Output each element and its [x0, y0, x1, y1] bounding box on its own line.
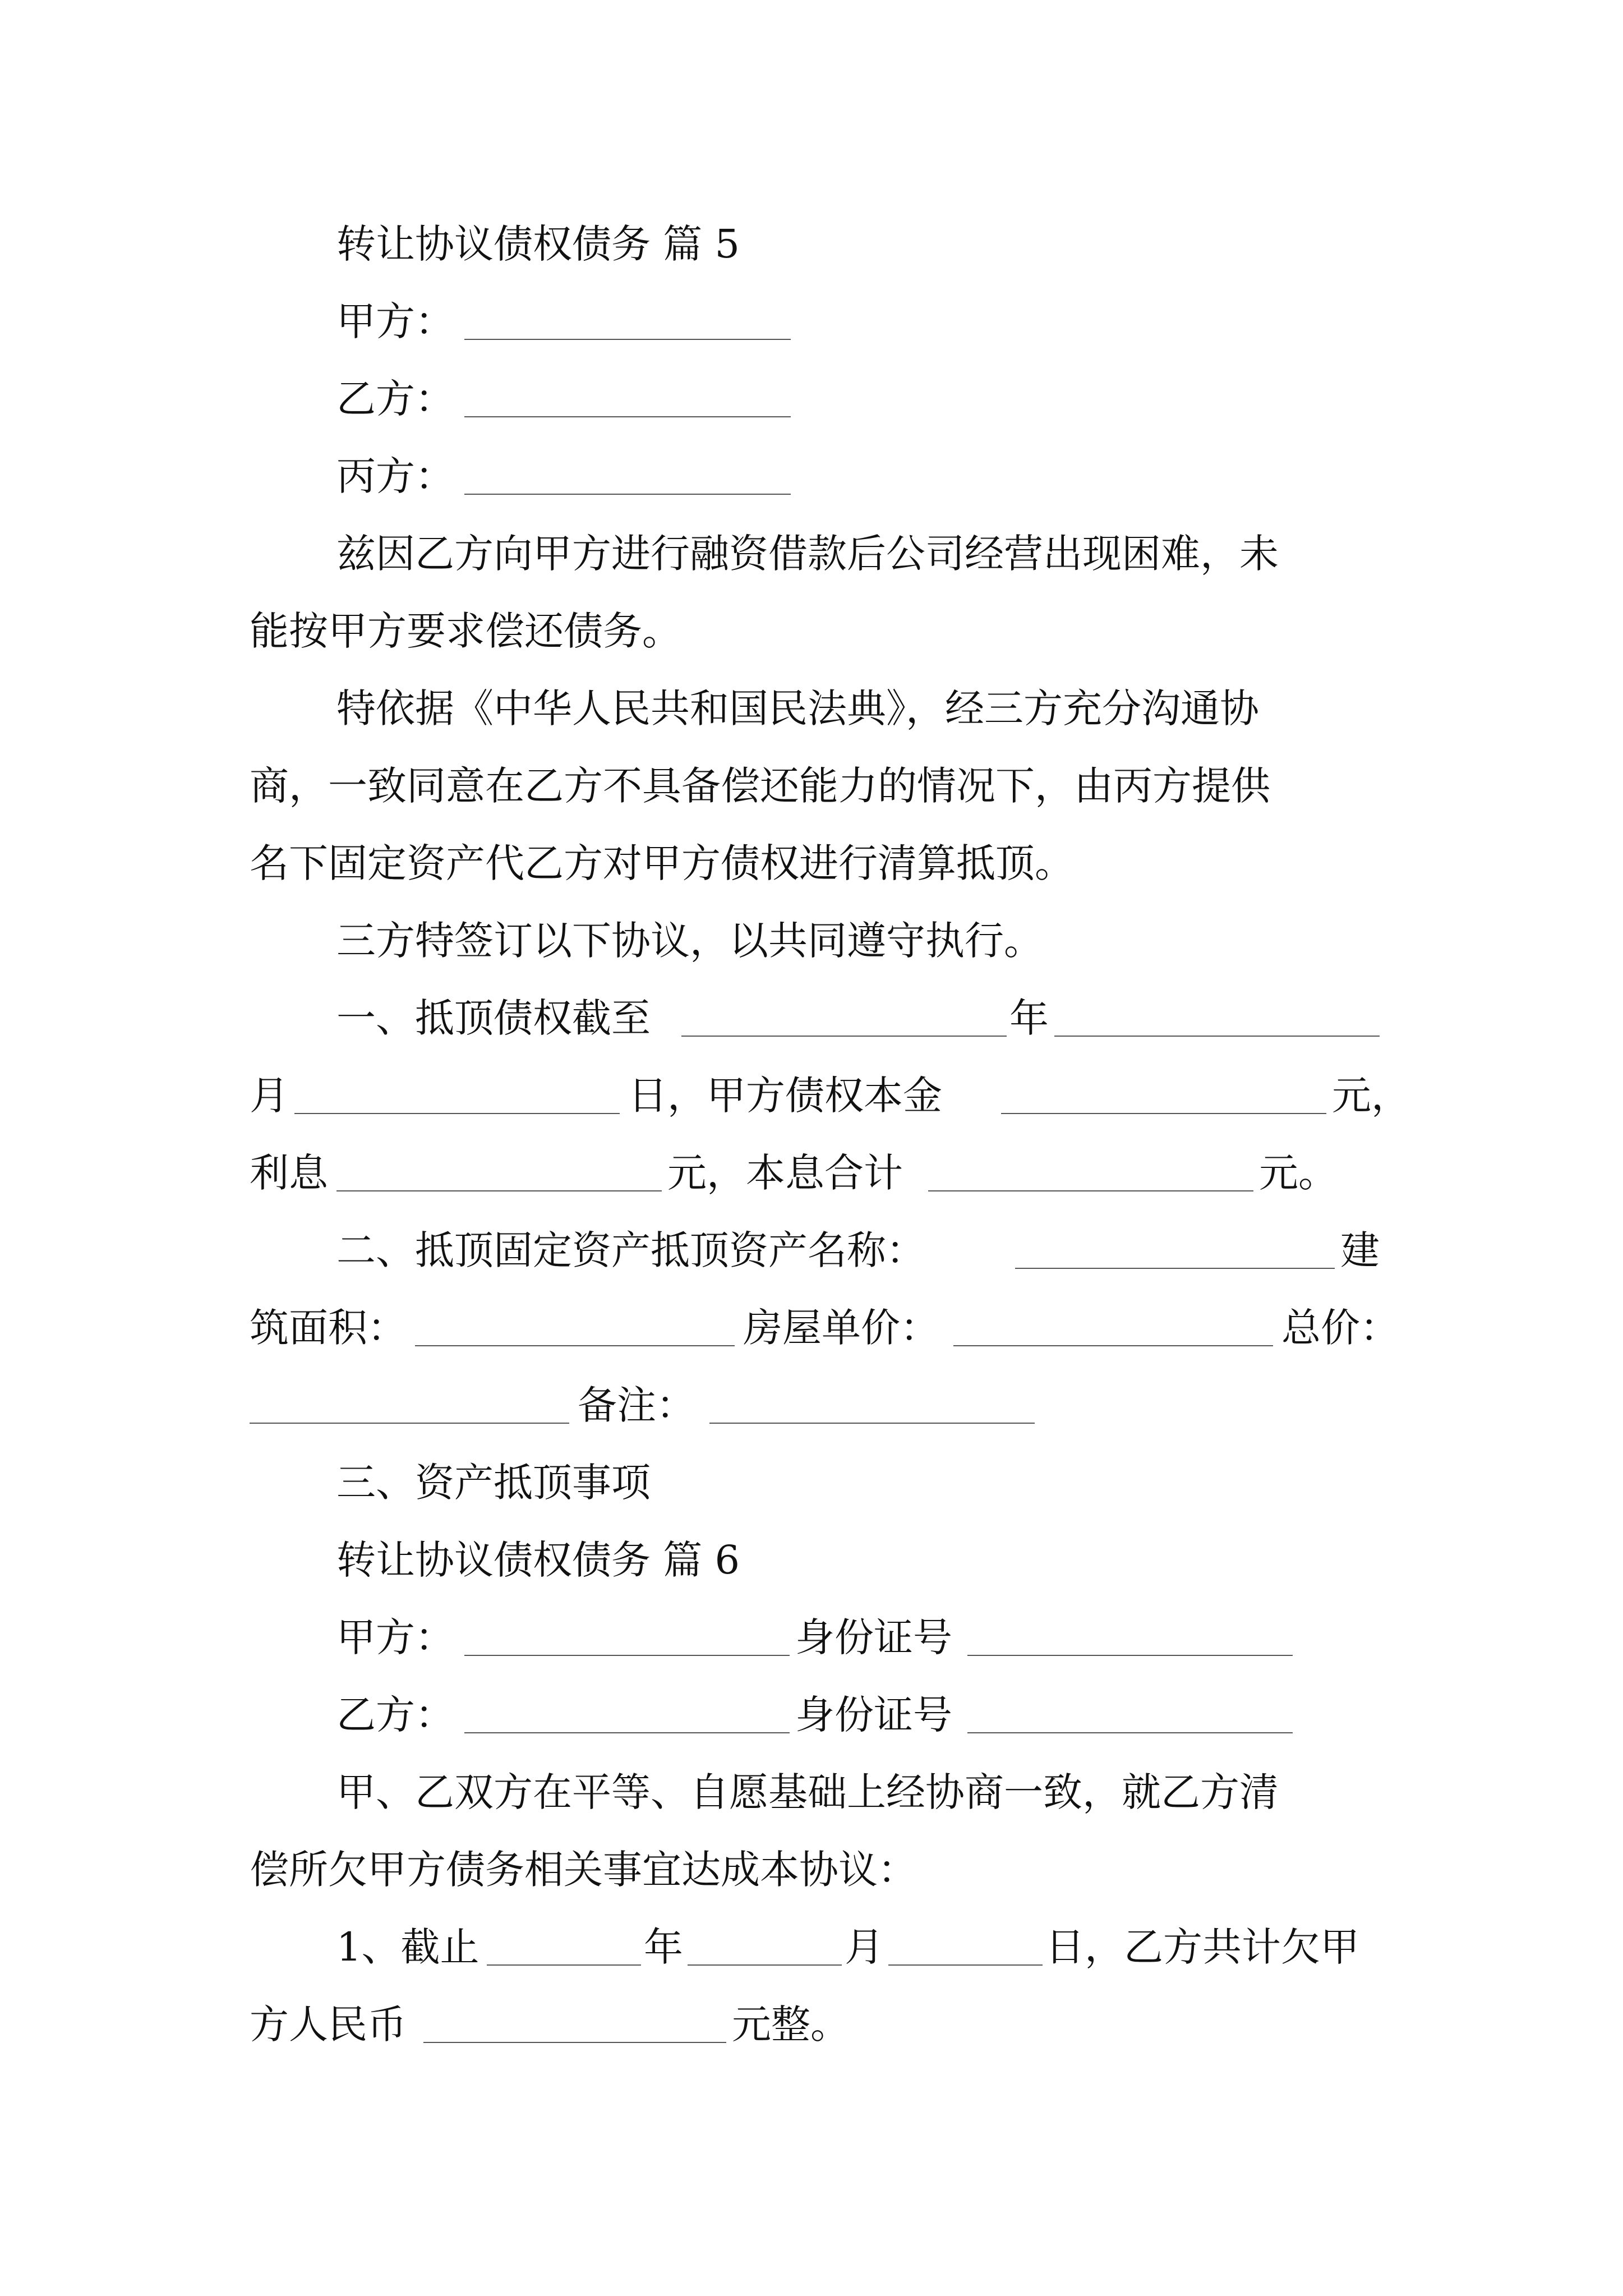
s6-item1-amount-blank	[423, 2042, 726, 2043]
item1-prefix: 一、抵顶债权截至	[336, 995, 651, 1041]
s6-item1-month-label: 月	[845, 1924, 884, 1970]
section-6-title-line	[0, 1529, 1623, 1591]
party-c-line	[0, 445, 1623, 507]
item2-total-label: 总价：	[1281, 1305, 1399, 1351]
item2-note-label: 备注：	[578, 1382, 695, 1428]
s6-party-b-id-label: 身份证号	[795, 1692, 952, 1738]
item2-line1	[0, 1220, 1623, 1281]
item2-jian: 建	[1340, 1227, 1380, 1273]
para3-text: 三方特签订以下协议，以共同遵守执行。	[336, 918, 1043, 964]
item1-date-blank-2	[1054, 1036, 1380, 1037]
s6-item1-rmb-label: 方人民币	[250, 2001, 407, 2047]
item1-line3	[0, 1142, 1623, 1204]
para2-line2	[0, 755, 1623, 817]
party-a-label: 甲方：	[336, 298, 454, 344]
item1-total-blank	[928, 1190, 1253, 1191]
section-5-title-line	[0, 213, 1623, 275]
para1-line2	[0, 600, 1623, 662]
item1-interest-blank	[336, 1190, 662, 1191]
s6-item1-day-label: 日，乙方共计欠甲	[1045, 1924, 1359, 1970]
item2-price-label: 房屋单价：	[743, 1305, 939, 1351]
item2-line3	[0, 1374, 1623, 1436]
para2-line1	[0, 678, 1623, 739]
para1-text-1: 兹因乙方向甲方进行融资借款后公司经营出现困难，未	[336, 531, 1279, 577]
para2-text-3: 名下固定资产代乙方对甲方债权进行清算抵顶。	[250, 840, 1074, 886]
s6-party-b-id-blank	[967, 1732, 1293, 1733]
item2-total-blank	[250, 1423, 569, 1424]
s6-item1-year-label: 年	[644, 1924, 683, 1970]
item2-asset-name-blank	[1015, 1268, 1335, 1269]
item1-yuan-2: 元。	[1259, 1150, 1338, 1196]
s6-party-b-line	[0, 1684, 1623, 1746]
item1-total-label: 元，本息合计	[667, 1150, 903, 1196]
s6-item1-month-blank	[688, 1964, 842, 1966]
item1-interest-label: 利息	[250, 1150, 328, 1196]
s6-item1-prefix: 1、截止	[336, 1924, 479, 1970]
s6-party-a-id-label: 身份证号	[795, 1614, 952, 1660]
item1-line2	[0, 1065, 1623, 1126]
para2-text-2: 商，一致同意在乙方不具备偿还能力的情况下，由丙方提供	[250, 763, 1270, 809]
item1-date-blank-1	[681, 1036, 1007, 1037]
item1-month-label: 月	[250, 1073, 289, 1119]
party-a-blank	[464, 339, 791, 340]
para3-line	[0, 910, 1623, 972]
item2-prefix: 二、抵顶固定资产抵顶资产名称：	[336, 1227, 925, 1273]
s6-item1-day-blank	[888, 1964, 1043, 1966]
s6-para1-text-1: 甲、乙双方在平等、自愿基础上经协商一致，就乙方清	[336, 1769, 1279, 1815]
item1-date-blank-3	[294, 1113, 620, 1114]
item1-line1	[0, 987, 1623, 1049]
item1-yuan-1: 元，	[1332, 1073, 1410, 1119]
party-b-line	[0, 368, 1623, 430]
s6-item1-line2	[0, 1994, 1623, 2055]
s6-item1-end: 元整。	[732, 2001, 850, 2047]
para2-line3	[0, 832, 1623, 894]
section-5-title: 转让协议债权债务 篇 5	[336, 221, 740, 267]
para2-text-1: 特依据《中华人民共和国民法典》，经三方充分沟通协	[336, 685, 1259, 731]
s6-party-a-line	[0, 1607, 1623, 1668]
s6-party-a-name-blank	[464, 1655, 790, 1656]
item2-note-blank	[709, 1423, 1035, 1424]
para1-line1	[0, 523, 1623, 585]
item2-price-blank	[953, 1345, 1273, 1346]
s6-party-b-name-blank	[464, 1732, 790, 1733]
s6-para1-line2	[0, 1839, 1623, 1901]
item3-text: 三、资产抵顶事项	[336, 1460, 651, 1506]
item1-principal-label: 日，甲方债权本金	[628, 1073, 942, 1119]
s6-party-a-label: 甲方：	[336, 1614, 454, 1660]
party-a-line	[0, 291, 1623, 352]
party-c-blank	[464, 494, 791, 495]
party-b-label: 乙方：	[336, 376, 454, 422]
s6-para1-text-2: 偿所欠甲方债务相关事宜达成本协议：	[250, 1847, 917, 1893]
s6-para1-line1	[0, 1761, 1623, 1823]
item1-year-label: 年	[1009, 995, 1049, 1041]
item2-line2	[0, 1297, 1623, 1359]
s6-item1-year-blank	[487, 1964, 641, 1966]
s6-party-a-id-blank	[967, 1655, 1293, 1656]
section-6-title: 转让协议债权债务 篇 6	[336, 1537, 740, 1583]
s6-item1-line1	[0, 1916, 1623, 1978]
item2-area-label: 筑面积：	[250, 1305, 407, 1351]
party-c-label: 丙方：	[336, 453, 454, 499]
party-b-blank	[464, 416, 791, 417]
s6-party-b-label: 乙方：	[336, 1692, 454, 1738]
item2-area-blank	[415, 1345, 735, 1346]
para1-text-2: 能按甲方要求偿还债务。	[250, 608, 681, 654]
item3-line	[0, 1452, 1623, 1513]
item1-principal-blank	[1001, 1113, 1326, 1114]
